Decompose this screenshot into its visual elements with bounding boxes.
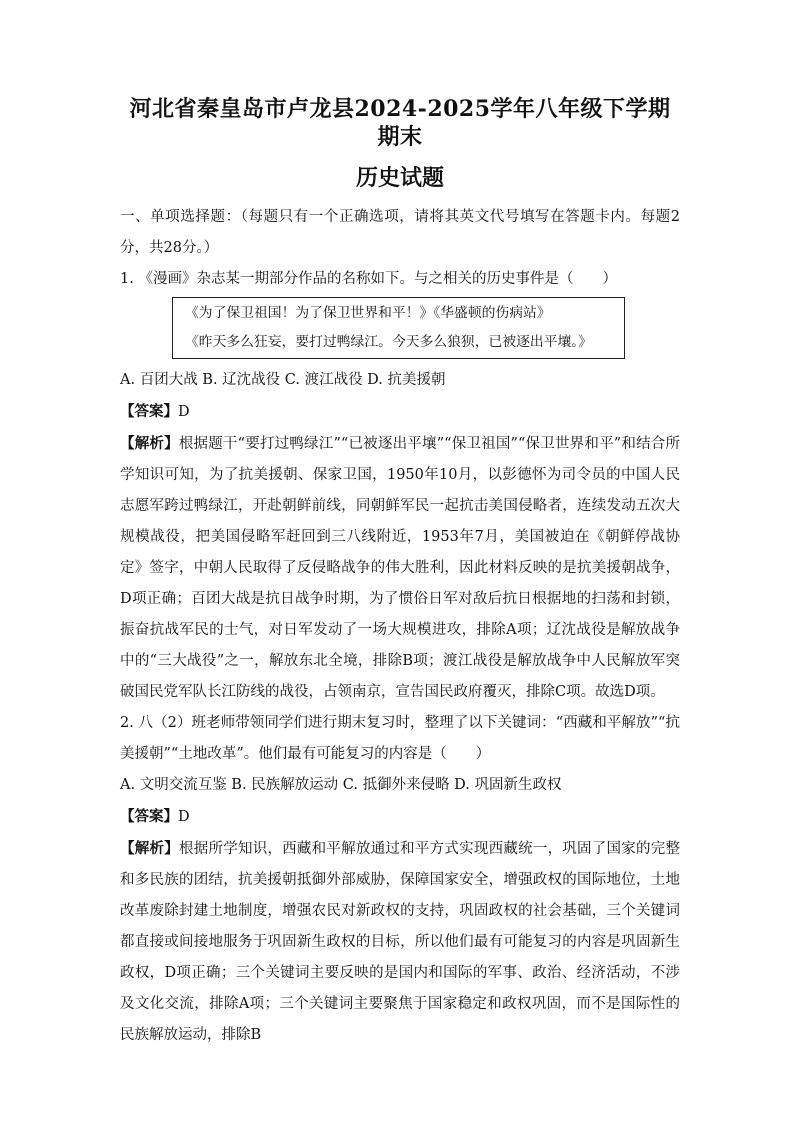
section-heading: 一、单项选择题：（每题只有一个正确选项，请将其英文代号填写在答题卡内。每题2分，共28分。） xyxy=(120,209,680,256)
question-1-analysis xyxy=(120,428,680,708)
analysis-tag: 【解析】 xyxy=(120,435,179,452)
material-line: 《为了保卫祖国！为了保卫世界和平！》《华盛顿的伤病站》 xyxy=(185,305,551,321)
question-1-options: A. 百团大战 B. 辽沈战役 C. 渡江战役 D. 抗美援朝 xyxy=(120,372,446,388)
answer-value: D xyxy=(178,809,190,825)
analysis-text: 根据所学知识，西藏和平解放通过和平方式实现西藏统一，巩固了国家的完整和多民族的团结，抗美援朝抵御外部威胁，保障国家安全，增强政权的国际地位，土地改革废除封建土地制度，增强农民对新政权的支持，巩固政权的社会基础，三个关键词都直接或间接地服务于巩固新生政权的目标，所以他们最有可能复习的内容是巩固新生政权，D项正确；三个关键词主要反映的是国内和国际的军事、政治、经济活动，不涉及文化交流，排除A项；三个关键词主要聚焦于国家稳定和政权巩固，而不是国际性的民族解放运动，排除B xyxy=(120,841,681,1043)
document-title: 河北省秦皇岛市卢龙县2024-2025学年八年级下学期期末 xyxy=(129,96,671,150)
answer-tag: 【答案】 xyxy=(120,403,178,420)
question-1-answer xyxy=(120,396,680,428)
question-2-analysis xyxy=(120,833,680,1051)
question-2-options: A. 文明交流互鉴 B. 民族解放运动 C. 抵御外来侵略 D. 巩固新生政权 xyxy=(120,777,562,793)
answer-tag: 【答案】 xyxy=(120,808,178,825)
document-page xyxy=(120,95,680,1051)
analysis-text: 根据题干“要打过鸭绿江”“已被逐出平壤”“保卫祖国”“保卫世界和平”和结合所学知识可知，为了抗美援朝、保家卫国，1950年10月，以彭德怀为司令员的中国人民志愿军跨过鸭绿江，开赴朝鲜前线，同朝鲜军民一起抗击美国侵略者，连续发动五次大规模战役，把美国侵略军赶回到三八线附近，1953年7月，美国被迫在《朝鲜停战协定》签字，中朝人民取得了反侵略战争的伟大胜利，因此材料反映的是抗美援朝战争，D项正确；百团大战是抗日战争时期，为了惯俗日军对敌后抗日根据地的扫荡和封锁，振奋抗战军民的士气，对日军发动了一场大规模进攻，排除A项；辽沈战役是解放战争中的“三大战役”之一，解放东北全境，排除B项；渡江战役是解放战争中人民解放军突破国民党军队长江防线的战役，占领南京，宣告国民政府覆灭，排除C项。故选D项。 xyxy=(120,436,680,700)
question-2-stem: 2. 八（2）班老师带领同学们进行期末复习时，整理了以下关键词：“西藏和平解放”“抗美援朝”“土地改革”。他们最有可能复习的内容是（ ） xyxy=(120,715,680,762)
analysis-tag: 【解析】 xyxy=(120,840,179,857)
document-subtitle: 历史试题 xyxy=(355,165,444,191)
question-2 xyxy=(120,708,680,1051)
question-1 xyxy=(120,264,680,708)
answer-value: D xyxy=(178,404,190,420)
question-1-stem: 1. 《漫画》杂志某一期部分作品的名称如下。与之相关的历史事件是（ ） xyxy=(120,271,617,287)
question-1-material-box xyxy=(172,297,625,359)
question-2-answer xyxy=(120,801,680,833)
material-line: 《昨天多么狂妄，要打过鸭绿江。今天多么狼狈，已被逐出平壤。》 xyxy=(185,334,593,350)
